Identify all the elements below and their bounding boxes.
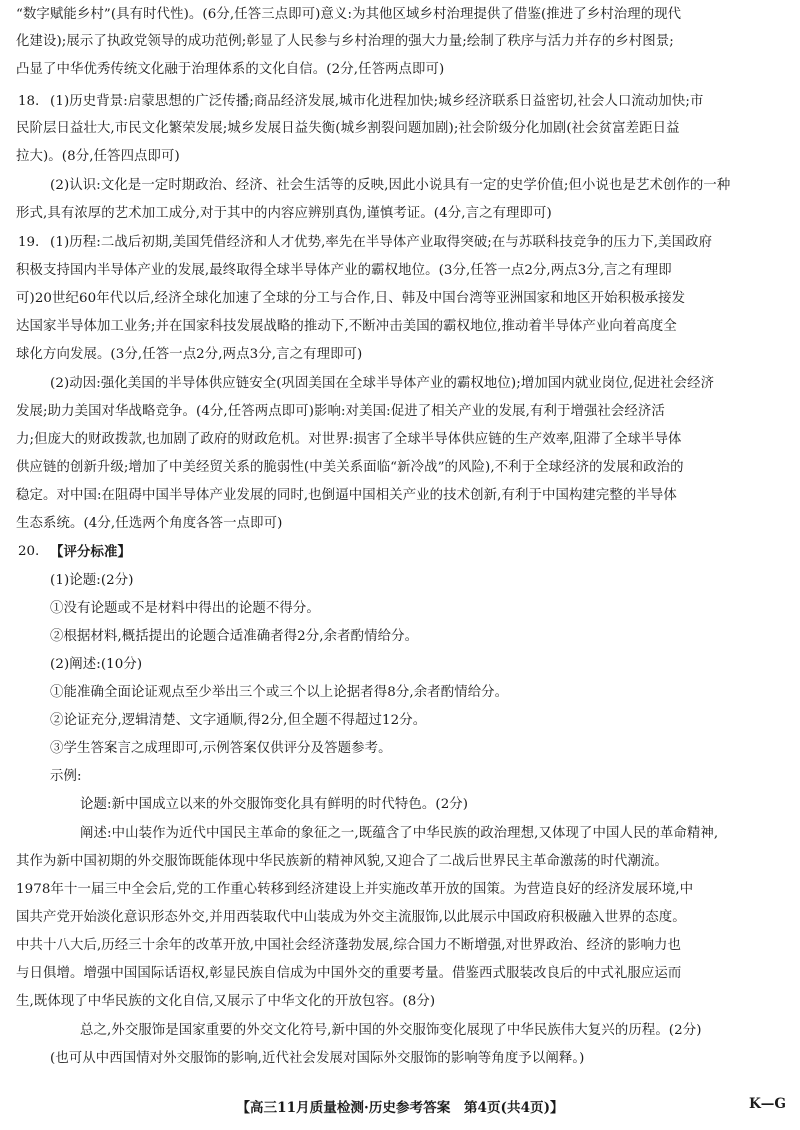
example-thesis: 论题:新中国成立以来的外交服饰变化具有鲜明的时代特色。(2分)	[80, 797, 469, 812]
q19-p1-line: (1)历程:二战后初期,美国凭借经济和人才优势,率先在半导体产业取得突破;在与苏联科技竞争的压力下,美国政府	[50, 235, 713, 250]
footer-code: K—G	[748, 1096, 786, 1112]
q18-p1-line: 民阶层日益壮大,市民文化繁荣发展;城乡发展日益失衡(城乡割裂问题加剧);社会阶级分化加剧(社会贫富差距日益	[16, 121, 680, 136]
criteria-line: ①没有论题或不是材料中得出的论题不得分。	[50, 601, 320, 616]
exposition-line: 中共十八大后,历经三十余年的改革开放,中国社会经济蓬勃发展,综合国力不断增强,对世界政治、经济的影响力也	[16, 938, 681, 953]
criteria-line: ③学生答案言之成理即可,示例答案仅供评分及答题参考。	[50, 741, 392, 756]
page-footer	[0, 1096, 800, 1116]
cont-line: “数字赋能乡村”(具有时代性)。(6分,任答三点即可)意义:为其他区域乡村治理提供了借鉴(推进了乡村治理的现代	[16, 7, 682, 22]
example-label: 示例:	[50, 769, 82, 784]
q19-p2-line: (2)动因:强化美国的半导体供应链安全(巩固美国在全球半导体产业的霸权地位);增加国内就业岗位,促进社会经济	[50, 376, 715, 391]
q19-p2-line: 发展;助力美国对华战略竞争。(4分,任答两点即可)影响:对美国:促进了相关产业的发展,有利于增强社会经济活	[16, 404, 665, 419]
exposition-line: 1978年十一届三中全会后,党的工作重心转移到经济建设上并实施改革开放的国策。为营造良好的经济发展环境,中	[16, 882, 694, 897]
alternative-note: (也可从中西国情对外交服饰的影响,近代社会发展对国际外交服饰的影响等角度予以阐释。)	[50, 1051, 585, 1066]
exposition-line: 国共产党开始淡化意识形态外交,并用西装取代中山装成为外交主流服饰,以此展示中国政府积极融入世界的态度。	[16, 910, 686, 925]
q18-p2-line: 形式,具有浓厚的艺术加工成分,对于其中的内容应辨别真伪,谨慎考证。(4分,言之有理即可)	[16, 206, 552, 221]
q19-p1-line: 达国家半导体加工业务;并在国家科技发展战略的推动下,不断冲击美国的霸权地位,推动着半导体产业向着高度全	[16, 319, 677, 334]
question-number-19: 19.	[18, 235, 40, 250]
question-number-18: 18.	[18, 94, 40, 109]
exposition-line: 生,既体现了中华民族的文化自信,又展示了中华文化的开放包容。(8分)	[16, 994, 436, 1009]
q19-p2-line: 供应链的创新升级;增加了中美经贸关系的脆弱性(中美关系面临“新冷战”的风险),不利于全球经济的发展和政治的	[16, 460, 684, 475]
question-number-20: 20.	[18, 544, 40, 559]
exposition-line: 阐述:中山装作为近代中国民主革命的象征之一,既蕴含了中华民族的政治理想,又体现了中国人民的革命精神,	[80, 826, 719, 841]
q19-p2-line: 生态系统。(4分,任选两个角度各答一点即可)	[16, 516, 283, 531]
q19-p2-line: 力;但庞大的财政拨款,也加剧了政府的财政危机。对世界:损害了全球半导体供应链的生产效率,阻滞了全球半导体	[16, 432, 682, 447]
q18-p1-line: 拉大)。(8分,任答四点即可)	[16, 149, 180, 164]
q18-p1-line: (1)历史背景:启蒙思想的广泛传播;商品经济发展,城市化进程加快;城乡经济联系日益密切,社会人口流动加快;市	[50, 94, 704, 109]
criteria-line: (2)阐述:(10分)	[50, 657, 143, 672]
criteria-line: (1)论题:(2分)	[50, 573, 134, 588]
criteria-line: ②根据材料,概括提出的论题合适准确者得2分,余者酌情给分。	[50, 629, 419, 644]
q19-p1-line: 球化方向发展。(3分,任答一点2分,两点3分,言之有理即可)	[16, 347, 363, 362]
cont-line: 凸显了中华优秀传统文化融于治理体系的文化自信。(2分,任答两点即可)	[16, 62, 445, 77]
scoring-criteria-heading: 【评分标准】	[50, 544, 131, 560]
q18-p2-line: (2)认识:文化是一定时期政治、经济、社会生活等的反映,因此小说具有一定的史学价值;但小说也是艺术创作的一种	[50, 178, 731, 193]
exposition-line: 与日俱增。增强中国国际话语权,彰显民族自信成为中国外交的重要考量。借鉴西式服装改良后的中式礼服应运而	[16, 966, 682, 981]
criteria-line: ①能准确全面论证观点至少举出三个或三个以上论据者得8分,余者酌情给分。	[50, 685, 509, 700]
example-conclusion: 总之,外交服饰是国家重要的外交文化符号,新中国的外交服饰变化展现了中华民族伟大复兴的历程。(2分)	[80, 1023, 702, 1038]
cont-line: 化建设);展示了执政党领导的成功范例;彰显了人民参与乡村治理的强大力量;绘制了秩序与活力并存的乡村图景;	[16, 34, 674, 49]
exposition-line: 其作为新中国初期的外交服饰既能体现中华民族新的精神风貌,又迎合了二战后世界民主革命激荡的时代潮流。	[16, 854, 668, 869]
q19-p1-line: 可)20世纪60年代以后,经济全球化加速了全球的分工与合作,日、韩及中国台湾等亚洲国家和地区开始积极承接发	[16, 291, 686, 306]
q19-p2-line: 稳定。对中国:在阻碍中国半导体产业发展的同时,也倒逼中国相关产业的技术创新,有利于中国构建完整的半导体	[16, 488, 677, 503]
q19-p1-line: 积极支持国内半导体产业的发展,最终取得全球半导体产业的霸权地位。(3分,任答一点2分,两点3分,言之有理即	[16, 263, 672, 278]
criteria-line: ②论证充分,逻辑清楚、文字通顺,得2分,但全题不得超过12分。	[50, 713, 427, 728]
footer-title: 【高三11月质量检测·历史参考答案 第4页(共4页)】	[236, 1100, 564, 1116]
